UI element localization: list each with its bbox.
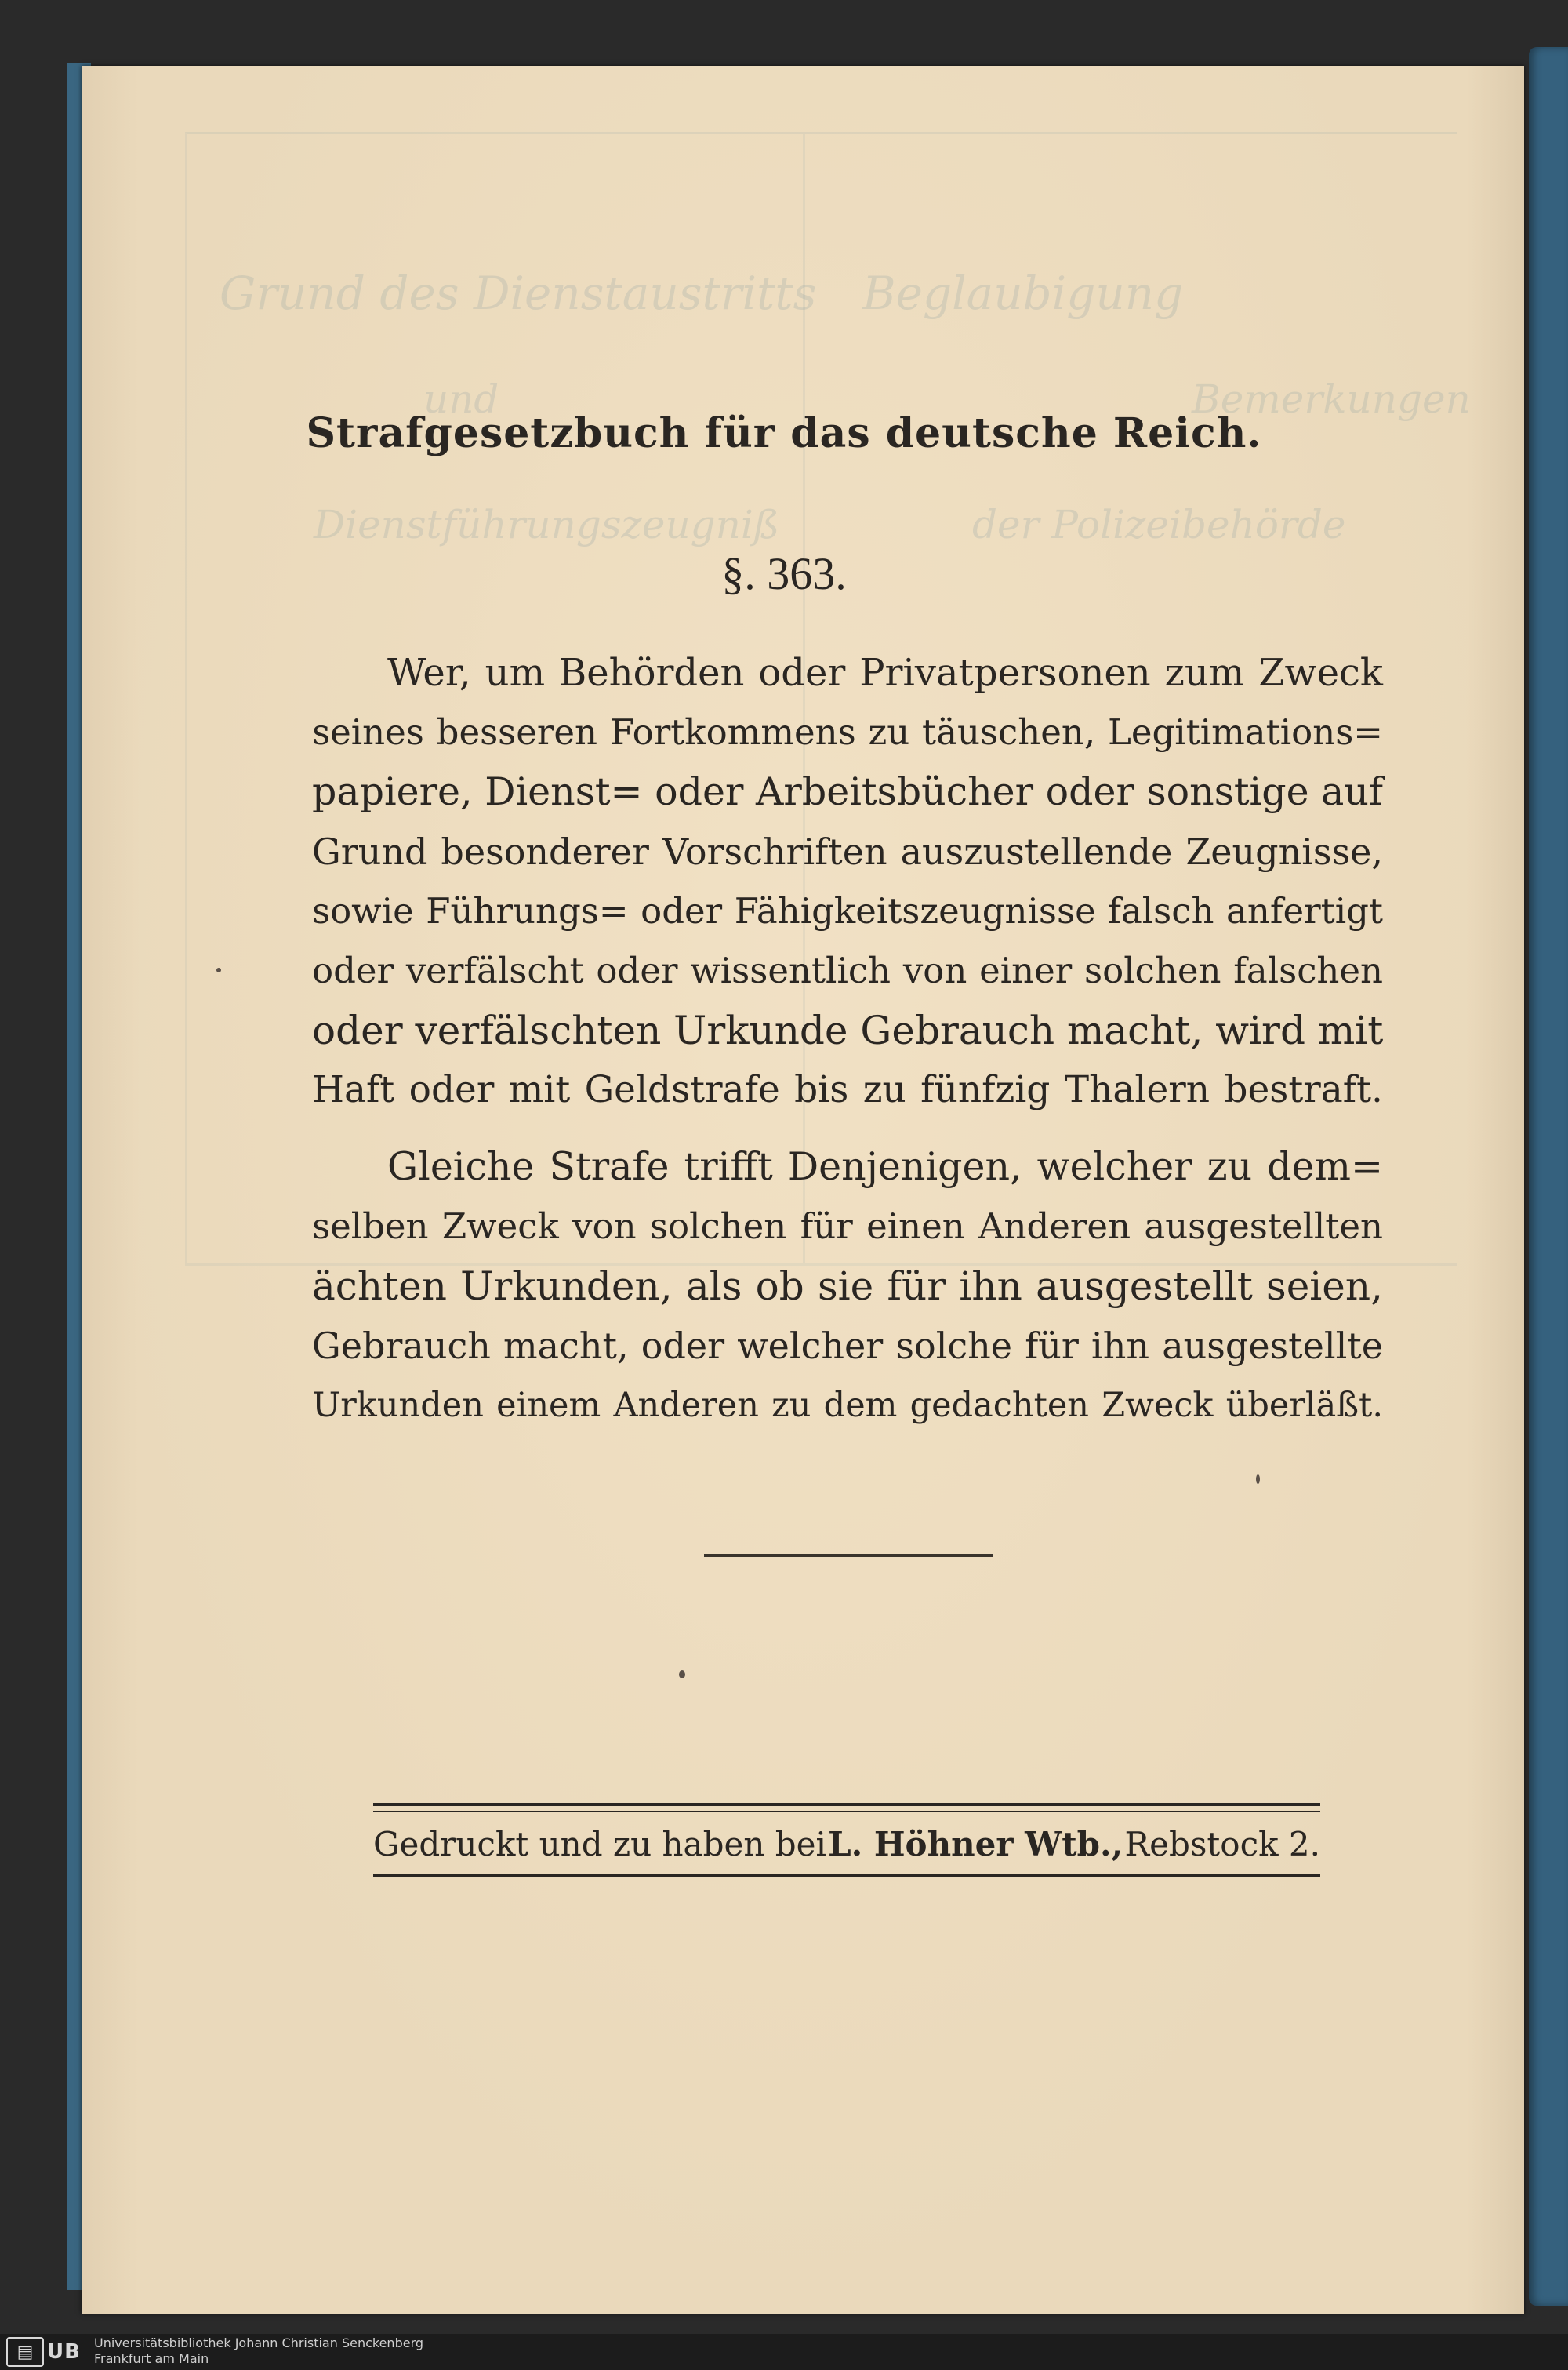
text-line: selben Zweck von solchen für einen Anderen ausgestellten: [312, 1205, 1383, 1247]
text-line: ächten Urkunden, als ob sie für ihn ausgestellt seien,: [312, 1263, 1383, 1309]
show-through-text: Bemerkungen: [1192, 376, 1471, 422]
paragraph-1: [312, 643, 1383, 1120]
library-logo-icon: ▤: [6, 2337, 44, 2367]
show-through-text: Dienstführungszeugniß: [314, 502, 780, 547]
section-number: §. 363.: [721, 548, 847, 599]
imprint-rule-top-thin: [373, 1811, 1320, 1812]
printer-imprint: [373, 1816, 1320, 1872]
library-city: Frankfurt am Main: [94, 2351, 209, 2366]
book-cover-right-edge: [1529, 47, 1568, 2306]
printer-address: Rebstock 2.: [1124, 1824, 1320, 1863]
show-through-text: Beglaubigung: [862, 267, 1184, 320]
text-line: Grund besonderer Vorschriften auszustellende Zeugnisse,: [312, 831, 1383, 873]
page-title: Strafgesetzbuch für das deutsche Reich.: [306, 409, 1262, 457]
imprint-rule-top: [373, 1803, 1320, 1806]
library-credit: [94, 2335, 423, 2367]
paragraph-2: [312, 1137, 1383, 1435]
library-name: Universitätsbibliothek Johann Christian Senckenberg: [94, 2335, 424, 2350]
text-line: seines besseren Fortkommens zu täuschen, Legitimations=: [312, 711, 1383, 753]
imprint-text: Gedruckt und zu haben bei: [373, 1824, 826, 1863]
text-line: sowie Führungs= oder Fähigkeitszeugnisse falsch anfertigt: [312, 890, 1383, 932]
divider-rule: [704, 1554, 993, 1557]
library-logo: [6, 2337, 81, 2367]
library-logo-text: UB: [47, 2340, 81, 2364]
show-through-text: Grund des Dienstaustritts: [220, 267, 817, 320]
text-line: Wer, um Behörden oder Privatpersonen zum Zweck: [387, 651, 1383, 695]
text-line: papiere, Dienst= oder Arbeitsbücher oder sonstige auf: [312, 769, 1384, 814]
text-line: oder verfälschten Urkunde Gebrauch macht, wird mit: [312, 1008, 1384, 1053]
show-through-text: der Polizeibehörde: [972, 502, 1346, 547]
paper-speck: [1256, 1474, 1260, 1484]
printer-name: L. Höhner Wtb.,: [828, 1824, 1123, 1863]
imprint-rule-bottom: [373, 1874, 1320, 1877]
paper-speck: [216, 968, 221, 972]
text-line: Gebrauch macht, oder welcher solche für ihn ausgestellte: [312, 1325, 1383, 1367]
show-through-text: und: [423, 376, 499, 422]
text-line: Gleiche Strafe trifft Denjenigen, welcher zu dem=: [387, 1144, 1383, 1189]
paper-speck: [679, 1670, 685, 1678]
text-line: Urkunden einem Anderen zu dem gedachten Zweck überläßt.: [312, 1386, 1383, 1425]
text-line: Haft oder mit Geldstrafe bis zu fünfzig Thalern bestraft.: [312, 1068, 1383, 1111]
text-line: oder verfälscht oder wissentlich von einer solchen falschen: [312, 950, 1383, 991]
